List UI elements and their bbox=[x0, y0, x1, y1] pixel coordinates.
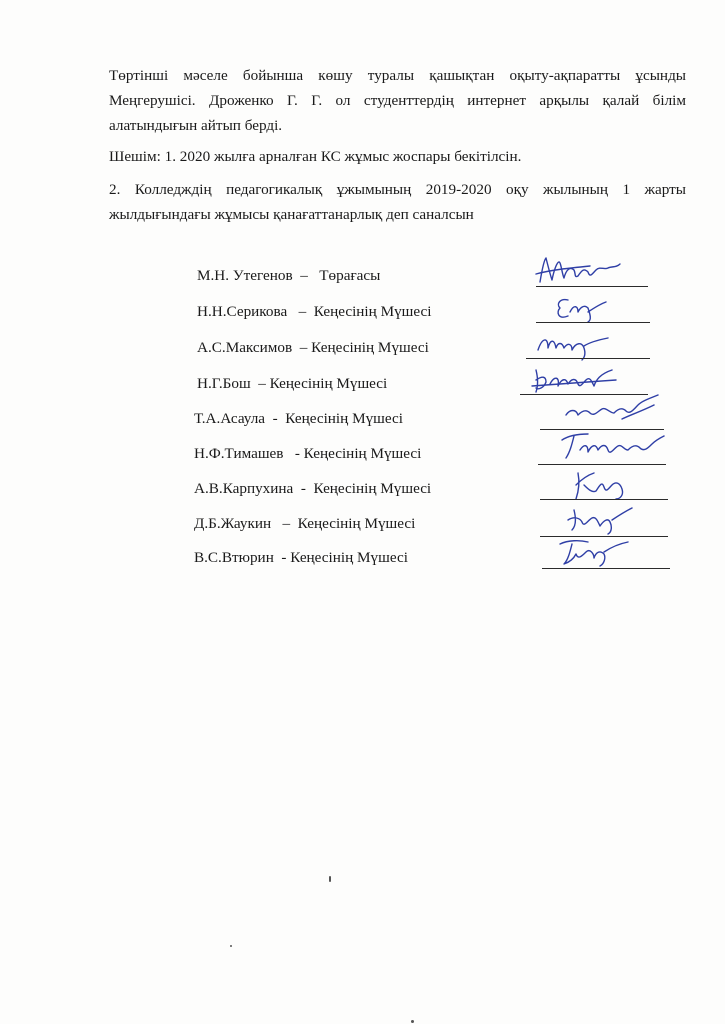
scan-speck bbox=[411, 1020, 414, 1023]
signatory-row bbox=[0, 438, 725, 468]
paragraph-decision-2 bbox=[109, 177, 686, 227]
signatory-name: А.С.Максимов – Кеңесінің Мүшесі bbox=[197, 339, 429, 356]
handwritten-signature bbox=[532, 328, 618, 362]
signature-line bbox=[536, 286, 648, 287]
paragraph-line: Меңгерушісі. Дроженко Г. Г. ол студенттердің интернет арқылы қалай білім bbox=[109, 92, 686, 109]
handwritten-signature bbox=[548, 290, 618, 324]
signatory-row bbox=[0, 542, 725, 572]
signature-line bbox=[536, 322, 650, 323]
paragraph-line: алатындығын айтып берді. bbox=[109, 117, 283, 134]
signatory-name: Н.Н.Серикова – Кеңесінің Мүшесі bbox=[197, 303, 432, 320]
scan-speck bbox=[329, 876, 331, 882]
handwritten-signature bbox=[530, 252, 630, 290]
signatory-name: В.С.Втюрин - Кеңесінің Мүшесі bbox=[194, 549, 408, 566]
paragraph-line: 2. Колледждің педагогикалық ұжымының 2019-2020 оқу жылының 1 жарты bbox=[109, 181, 686, 198]
signature-line bbox=[526, 358, 650, 359]
paragraph-report bbox=[109, 63, 686, 138]
signatory-row bbox=[0, 332, 725, 362]
signatory-name: Д.Б.Жаукин – Кеңесінің Мүшесі bbox=[194, 515, 416, 532]
paragraph-decision bbox=[109, 144, 686, 169]
signatory-name: М.Н. Утегенов – Төрағасы bbox=[197, 267, 381, 284]
paragraph-line: жылдығындағы жұмысы қанағаттанарлық деп саналсын bbox=[109, 206, 474, 223]
signatory-name: Н.Г.Бош – Кеңесінің Мүшесі bbox=[197, 375, 388, 392]
handwritten-signature bbox=[552, 426, 668, 466]
signatory-name: Т.А.Асаула - Кеңесінің Мүшесі bbox=[194, 410, 403, 427]
signatory-name: Н.Ф.Тимашев - Кеңесінің Мүшесі bbox=[194, 445, 422, 462]
paragraph-line: Шешім: 1. 2020 жылға арналған КС жұмыс жоспары бекітілсін. bbox=[109, 148, 522, 165]
handwritten-signature bbox=[560, 391, 664, 431]
signatory-name: А.В.Карпухина - Кеңесінің Мүшесі bbox=[194, 480, 432, 497]
signatory-row bbox=[0, 260, 725, 290]
signature-line bbox=[542, 568, 670, 569]
scan-speck bbox=[230, 945, 232, 947]
signatory-row bbox=[0, 473, 725, 503]
paragraph-line: Төртінші мәселе бойынша көшу туралы қашықтан оқыту-ақпаратты ұсынды bbox=[109, 67, 686, 84]
handwritten-signature bbox=[552, 532, 638, 572]
signatory-row bbox=[0, 296, 725, 326]
